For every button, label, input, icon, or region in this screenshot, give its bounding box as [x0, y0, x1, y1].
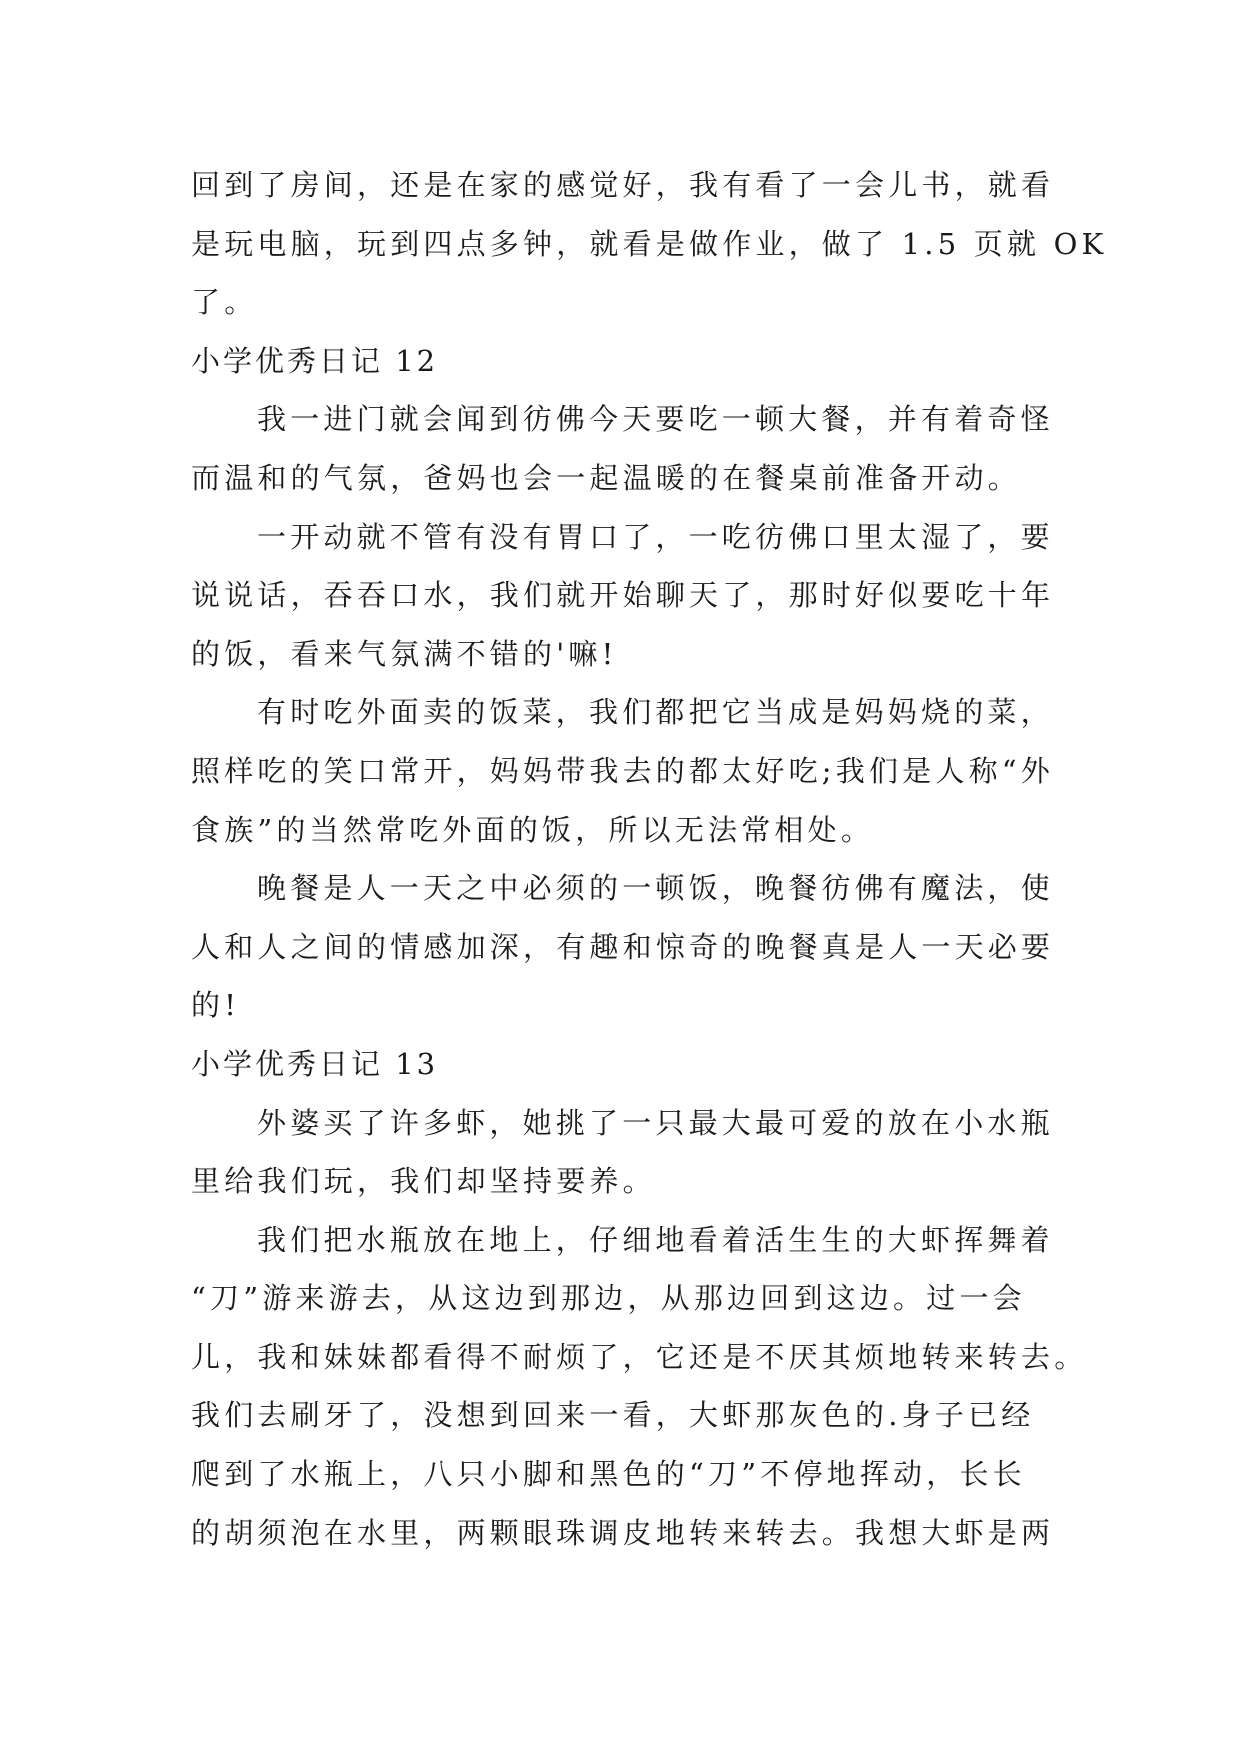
- paragraph-line: 食族”的当然常吃外面的饭，所以无法常相处。: [191, 812, 875, 847]
- paragraph-line: 是玩电脑，玩到四点多钟，就看是做作业，做了 1.5 页就 OK: [191, 226, 1108, 261]
- paragraph-line: 外婆买了许多虾，她挑了一只最大最可爱的放在小水瓶: [257, 1105, 1054, 1140]
- paragraph-line: 的饭，看来气氛满不错的'嘛!: [191, 636, 618, 671]
- document-body: [191, 156, 1108, 1562]
- paragraph-line: “刀”游来游去，从这边到那边，从那边回到这边。过一会: [191, 1281, 1026, 1316]
- paragraph-line: 我们去刷牙了，没想到回来一看，大虾那灰色的.身子已经: [191, 1398, 1035, 1433]
- paragraph-line: 我一进门就会闻到彷佛今天要吃一顿大餐，并有着奇怪: [257, 402, 1054, 437]
- paragraph-line: 的胡须泡在水里，两颗眼珠调皮地转来转去。我想大虾是两: [191, 1515, 1055, 1550]
- paragraph-line: 人和人之间的情感加深，有趣和惊奇的晚餐真是人一天必要: [191, 929, 1055, 964]
- section-heading-13: 小学优秀日记 13: [191, 1046, 439, 1081]
- paragraph-line: 说说话，吞吞口水，我们就开始聊天了，那时好似要吃十年: [191, 578, 1055, 613]
- paragraph-line: 晚餐是人一天之中必须的一顿饭，晚餐彷佛有魔法，使: [257, 871, 1054, 906]
- paragraph-line: 了。: [191, 285, 258, 320]
- section-heading-12: 小学优秀日记 12: [191, 343, 439, 378]
- paragraph-line: 有时吃外面卖的饭菜，我们都把它当成是妈妈烧的菜，: [257, 695, 1054, 730]
- paragraph-line: 照样吃的笑口常开，妈妈带我去的都太好吃;我们是人称“外: [191, 753, 1054, 788]
- paragraph-line: 一开动就不管有没有胃口了，一吃彷佛口里太湿了，要: [257, 519, 1054, 554]
- paragraph-line: 我们把水瓶放在地上，仔细地看着活生生的大虾挥舞着: [257, 1222, 1054, 1257]
- paragraph-line: 里给我们玩，我们却坚持要养。: [191, 1164, 656, 1199]
- paragraph-line: 儿，我和妹妹都看得不耐烦了，它还是不厌其烦地转来转去。: [191, 1339, 1088, 1374]
- paragraph-line: 而温和的气氛，爸妈也会一起温暖的在餐桌前准备开动。: [191, 460, 1022, 495]
- paragraph-line: 回到了房间，还是在家的感觉好，我有看了一会儿书，就看: [191, 168, 1055, 202]
- paragraph-line: 爬到了水瓶上，八只小脚和黑色的“刀”不停地挥动，长长: [191, 1457, 1026, 1492]
- paragraph-line: 的!: [191, 988, 241, 1023]
